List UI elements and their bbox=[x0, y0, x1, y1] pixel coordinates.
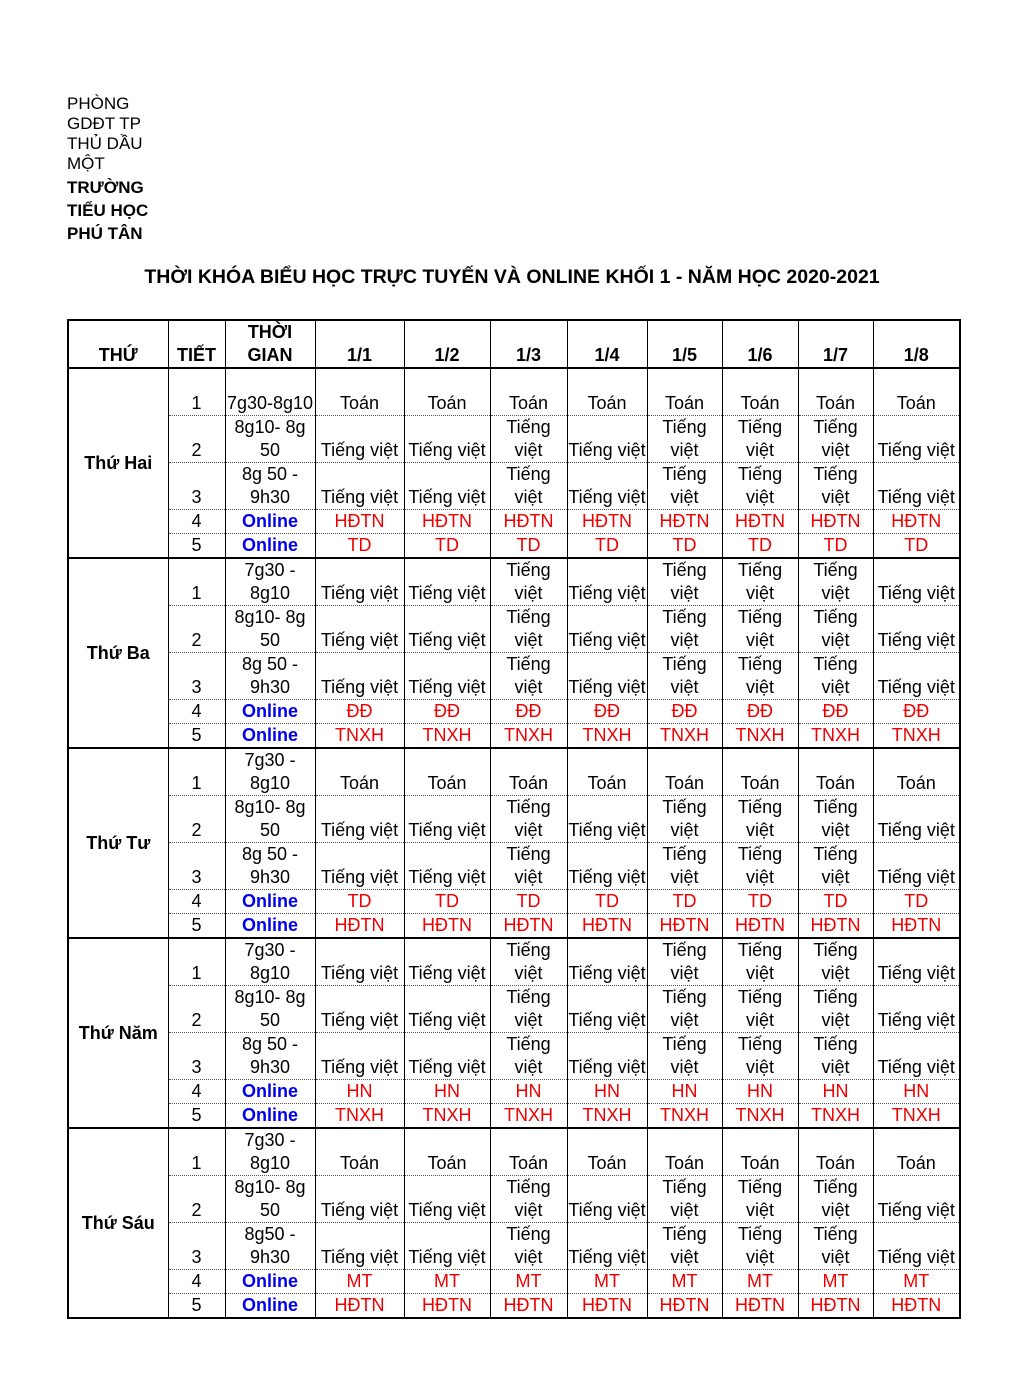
subject-cell: ĐĐ bbox=[647, 700, 722, 724]
subject-cell: Tiếng việt bbox=[647, 1176, 722, 1223]
subject-cell: Tiếng việt bbox=[404, 653, 490, 700]
period-number: 3 bbox=[168, 1223, 225, 1270]
subject-cell: Tiếng việt bbox=[873, 796, 960, 843]
subject-cell: Tiếng việt bbox=[490, 843, 567, 890]
subject-cell: Tiếng việt bbox=[873, 1223, 960, 1270]
subject-cell: Tiếng việt bbox=[873, 986, 960, 1033]
header-time: THỜI GIAN bbox=[225, 320, 315, 368]
subject-cell: TD bbox=[490, 890, 567, 914]
school-name: TRƯỜNG TIỂU HỌC PHÚ TÂN bbox=[67, 178, 149, 243]
timetable bbox=[67, 319, 961, 1319]
subject-cell: Tiếng việt bbox=[567, 796, 647, 843]
time-slot: 8g 50 - 9h30 bbox=[225, 653, 315, 700]
table-row bbox=[68, 416, 960, 463]
subject-cell: Tiếng việt bbox=[404, 1033, 490, 1080]
subject-cell: Tiếng việt bbox=[798, 843, 873, 890]
subject-cell: HN bbox=[567, 1080, 647, 1104]
subject-cell: ĐĐ bbox=[490, 700, 567, 724]
subject-cell: TNXH bbox=[490, 724, 567, 749]
time-slot: 7g30 - 8g10 bbox=[225, 1128, 315, 1176]
subject-cell: Tiếng việt bbox=[567, 606, 647, 653]
subject-cell: Toán bbox=[873, 748, 960, 796]
subject-cell: Tiếng việt bbox=[873, 938, 960, 986]
subject-cell: Toán bbox=[315, 368, 404, 416]
subject-cell: Tiếng việt bbox=[798, 463, 873, 510]
timetable-header bbox=[68, 320, 960, 368]
subject-cell: HĐTN bbox=[722, 914, 798, 939]
table-row bbox=[68, 1294, 960, 1319]
subject-cell: Tiếng việt bbox=[315, 606, 404, 653]
subject-cell: Toán bbox=[567, 368, 647, 416]
subject-cell: Tiếng việt bbox=[315, 463, 404, 510]
subject-cell: TNXH bbox=[722, 1104, 798, 1129]
subject-cell: Toán bbox=[722, 748, 798, 796]
online-label: Online bbox=[225, 1080, 315, 1104]
subject-cell: TD bbox=[647, 890, 722, 914]
subject-cell: Tiếng việt bbox=[647, 1223, 722, 1270]
subject-cell: Toán bbox=[873, 368, 960, 416]
subject-cell: HĐTN bbox=[404, 914, 490, 939]
subject-cell: MT bbox=[315, 1270, 404, 1294]
header-class: 1/1 bbox=[315, 320, 404, 368]
subject-cell: HĐTN bbox=[567, 510, 647, 534]
subject-cell: Tiếng việt bbox=[873, 416, 960, 463]
subject-cell: TD bbox=[404, 534, 490, 559]
subject-cell: HĐTN bbox=[873, 914, 960, 939]
subject-cell: Tiếng việt bbox=[798, 986, 873, 1033]
subject-cell: Tiếng việt bbox=[490, 463, 567, 510]
subject-cell: Tiếng việt bbox=[490, 938, 567, 986]
subject-cell: TNXH bbox=[567, 1104, 647, 1129]
subject-cell: ĐĐ bbox=[798, 700, 873, 724]
subject-cell: Tiếng việt bbox=[315, 986, 404, 1033]
period-number: 5 bbox=[168, 1294, 225, 1319]
subject-cell: Tiếng việt bbox=[315, 938, 404, 986]
subject-cell: Tiếng việt bbox=[647, 796, 722, 843]
online-label: Online bbox=[225, 914, 315, 939]
subject-cell: HĐTN bbox=[490, 1294, 567, 1319]
subject-cell: Tiếng việt bbox=[798, 1176, 873, 1223]
subject-cell: Tiếng việt bbox=[567, 1033, 647, 1080]
table-row bbox=[68, 558, 960, 606]
subject-cell: MT bbox=[873, 1270, 960, 1294]
subject-cell: Tiếng việt bbox=[490, 653, 567, 700]
subject-cell: Tiếng việt bbox=[404, 843, 490, 890]
subject-cell: HN bbox=[798, 1080, 873, 1104]
subject-cell: TNXH bbox=[315, 1104, 404, 1129]
subject-cell: Tiếng việt bbox=[490, 558, 567, 606]
subject-cell: Tiếng việt bbox=[722, 986, 798, 1033]
subject-cell: Tiếng việt bbox=[647, 558, 722, 606]
subject-cell: MT bbox=[567, 1270, 647, 1294]
header-period: TIẾT bbox=[168, 320, 225, 368]
subject-cell: Tiếng việt bbox=[647, 416, 722, 463]
subject-cell: TNXH bbox=[722, 724, 798, 749]
subject-cell: HĐTN bbox=[490, 510, 567, 534]
subject-cell: Toán bbox=[315, 1128, 404, 1176]
period-number: 1 bbox=[168, 1128, 225, 1176]
period-number: 2 bbox=[168, 416, 225, 463]
table-row bbox=[68, 890, 960, 914]
time-slot: 8g 50 - 9h30 bbox=[225, 1033, 315, 1080]
period-number: 2 bbox=[168, 606, 225, 653]
subject-cell: Toán bbox=[490, 368, 567, 416]
day-name: Thứ Tư bbox=[68, 748, 168, 938]
subject-cell: Toán bbox=[567, 1128, 647, 1176]
time-slot: 8g10- 8g 50 bbox=[225, 1176, 315, 1223]
period-number: 5 bbox=[168, 534, 225, 559]
subject-cell: TD bbox=[567, 534, 647, 559]
subject-cell: Tiếng việt bbox=[490, 1176, 567, 1223]
table-row bbox=[68, 724, 960, 749]
subject-cell: Toán bbox=[798, 368, 873, 416]
subject-cell: Tiếng việt bbox=[873, 1033, 960, 1080]
subject-cell: Tiếng việt bbox=[798, 1223, 873, 1270]
subject-cell: TD bbox=[798, 534, 873, 559]
subject-cell: HĐTN bbox=[567, 1294, 647, 1319]
time-slot: 8g10- 8g 50 bbox=[225, 796, 315, 843]
subject-cell: Tiếng việt bbox=[798, 558, 873, 606]
page-title: THỜI KHÓA BIỂU HỌC TRỰC TUYẾN VÀ ONLINE KHỐI 1 - NĂM HỌC 2020-2021 bbox=[144, 266, 880, 288]
subject-cell: Tiếng việt bbox=[404, 986, 490, 1033]
subject-cell: TD bbox=[647, 534, 722, 559]
subject-cell: Tiếng việt bbox=[567, 463, 647, 510]
subject-cell: Toán bbox=[567, 748, 647, 796]
subject-cell: HĐTN bbox=[315, 914, 404, 939]
table-row bbox=[68, 1176, 960, 1223]
subject-cell: Tiếng việt bbox=[798, 653, 873, 700]
period-number: 2 bbox=[168, 796, 225, 843]
subject-cell: Tiếng việt bbox=[722, 606, 798, 653]
subject-cell: MT bbox=[647, 1270, 722, 1294]
subject-cell: TNXH bbox=[873, 1104, 960, 1129]
time-slot: 7g30 - 8g10 bbox=[225, 558, 315, 606]
subject-cell: Tiếng việt bbox=[315, 1223, 404, 1270]
period-number: 1 bbox=[168, 748, 225, 796]
table-row bbox=[68, 796, 960, 843]
subject-cell: Tiếng việt bbox=[722, 1223, 798, 1270]
table-row bbox=[68, 1104, 960, 1129]
subject-cell: TNXH bbox=[647, 1104, 722, 1129]
subject-cell: Tiếng việt bbox=[567, 938, 647, 986]
subject-cell: TNXH bbox=[798, 1104, 873, 1129]
subject-cell: Tiếng việt bbox=[722, 938, 798, 986]
header-class: 1/2 bbox=[404, 320, 490, 368]
period-number: 4 bbox=[168, 890, 225, 914]
subject-cell: Tiếng việt bbox=[404, 463, 490, 510]
online-label: Online bbox=[225, 890, 315, 914]
subject-cell: ĐĐ bbox=[873, 700, 960, 724]
subject-cell: Tiếng việt bbox=[315, 1176, 404, 1223]
subject-cell: Tiếng việt bbox=[567, 1223, 647, 1270]
subject-cell: Tiếng việt bbox=[567, 986, 647, 1033]
subject-cell: Tiếng việt bbox=[798, 606, 873, 653]
subject-cell: Tiếng việt bbox=[315, 1033, 404, 1080]
table-row bbox=[68, 606, 960, 653]
subject-cell: Tiếng việt bbox=[722, 1033, 798, 1080]
subject-cell: Tiếng việt bbox=[567, 843, 647, 890]
subject-cell: Tiếng việt bbox=[315, 416, 404, 463]
subject-cell: Toán bbox=[315, 748, 404, 796]
subject-cell: TD bbox=[404, 890, 490, 914]
subject-cell: MT bbox=[722, 1270, 798, 1294]
time-slot: 8g10- 8g 50 bbox=[225, 416, 315, 463]
subject-cell: Tiếng việt bbox=[873, 653, 960, 700]
table-row bbox=[68, 843, 960, 890]
subject-cell: Toán bbox=[647, 368, 722, 416]
subject-cell: TD bbox=[722, 534, 798, 559]
subject-cell: TD bbox=[315, 890, 404, 914]
header-class: 1/8 bbox=[873, 320, 960, 368]
period-number: 1 bbox=[168, 558, 225, 606]
subject-cell: TNXH bbox=[567, 724, 647, 749]
subject-cell: HN bbox=[404, 1080, 490, 1104]
header-block bbox=[67, 94, 167, 245]
subject-cell: HĐTN bbox=[873, 1294, 960, 1319]
subject-cell: HĐTN bbox=[873, 510, 960, 534]
timetable-body bbox=[68, 368, 960, 1318]
subject-cell: Tiếng việt bbox=[315, 843, 404, 890]
subject-cell: Tiếng việt bbox=[490, 606, 567, 653]
subject-cell: MT bbox=[404, 1270, 490, 1294]
day-name: Thứ Ba bbox=[68, 558, 168, 748]
subject-cell: Toán bbox=[490, 1128, 567, 1176]
subject-cell: Toán bbox=[798, 748, 873, 796]
subject-cell: Tiếng việt bbox=[873, 463, 960, 510]
subject-cell: HĐTN bbox=[722, 1294, 798, 1319]
subject-cell: Tiếng việt bbox=[647, 463, 722, 510]
subject-cell: Toán bbox=[722, 368, 798, 416]
period-number: 5 bbox=[168, 914, 225, 939]
subject-cell: HĐTN bbox=[647, 510, 722, 534]
subject-cell: HĐTN bbox=[315, 1294, 404, 1319]
table-row bbox=[68, 938, 960, 986]
table-row bbox=[68, 1223, 960, 1270]
subject-cell: HN bbox=[315, 1080, 404, 1104]
subject-cell: Tiếng việt bbox=[647, 653, 722, 700]
subject-cell: Tiếng việt bbox=[404, 1176, 490, 1223]
period-number: 3 bbox=[168, 843, 225, 890]
subject-cell: HĐTN bbox=[798, 510, 873, 534]
header-class: 1/4 bbox=[567, 320, 647, 368]
subject-cell: ĐĐ bbox=[567, 700, 647, 724]
subject-cell: Tiếng việt bbox=[873, 558, 960, 606]
subject-cell: TNXH bbox=[490, 1104, 567, 1129]
subject-cell: Tiếng việt bbox=[404, 558, 490, 606]
subject-cell: Tiếng việt bbox=[798, 796, 873, 843]
subject-cell: Toán bbox=[873, 1128, 960, 1176]
subject-cell: TD bbox=[873, 534, 960, 559]
subject-cell: Tiếng việt bbox=[647, 1033, 722, 1080]
subject-cell: Tiếng việt bbox=[873, 1176, 960, 1223]
subject-cell: TD bbox=[567, 890, 647, 914]
day-name: Thứ Sáu bbox=[68, 1128, 168, 1318]
online-label: Online bbox=[225, 1270, 315, 1294]
online-label: Online bbox=[225, 724, 315, 749]
subject-cell: HĐTN bbox=[722, 510, 798, 534]
time-slot: 8g10- 8g 50 bbox=[225, 986, 315, 1033]
subject-cell: Tiếng việt bbox=[490, 986, 567, 1033]
subject-cell: Tiếng việt bbox=[315, 653, 404, 700]
subject-cell: Tiếng việt bbox=[722, 558, 798, 606]
subject-cell: HĐTN bbox=[404, 510, 490, 534]
header-day: THỨ bbox=[68, 320, 168, 368]
table-row bbox=[68, 748, 960, 796]
subject-cell: TD bbox=[722, 890, 798, 914]
subject-cell: HN bbox=[490, 1080, 567, 1104]
subject-cell: ĐĐ bbox=[315, 700, 404, 724]
table-row bbox=[68, 653, 960, 700]
subject-cell: ĐĐ bbox=[722, 700, 798, 724]
header-class: 1/5 bbox=[647, 320, 722, 368]
online-label: Online bbox=[225, 510, 315, 534]
subject-cell: Tiếng việt bbox=[647, 843, 722, 890]
subject-cell: Tiếng việt bbox=[404, 796, 490, 843]
subject-cell: TD bbox=[873, 890, 960, 914]
subject-cell: Tiếng việt bbox=[798, 1033, 873, 1080]
period-number: 4 bbox=[168, 1080, 225, 1104]
subject-cell: TNXH bbox=[798, 724, 873, 749]
online-label: Online bbox=[225, 1294, 315, 1319]
subject-cell: HN bbox=[647, 1080, 722, 1104]
subject-cell: Tiếng việt bbox=[490, 1223, 567, 1270]
department-name: PHÒNG GDĐT TP THỦ DẦU MỘT bbox=[67, 94, 143, 173]
subject-cell: Tiếng việt bbox=[873, 843, 960, 890]
online-label: Online bbox=[225, 700, 315, 724]
period-number: 4 bbox=[168, 700, 225, 724]
period-number: 3 bbox=[168, 463, 225, 510]
table-row bbox=[68, 1128, 960, 1176]
time-slot: 7g30-8g10 bbox=[225, 368, 315, 416]
period-number: 1 bbox=[168, 938, 225, 986]
subject-cell: Tiếng việt bbox=[404, 606, 490, 653]
table-row bbox=[68, 463, 960, 510]
subject-cell: Tiếng việt bbox=[722, 1176, 798, 1223]
table-row bbox=[68, 1033, 960, 1080]
subject-cell: Tiếng việt bbox=[722, 416, 798, 463]
subject-cell: HN bbox=[722, 1080, 798, 1104]
subject-cell: ĐĐ bbox=[404, 700, 490, 724]
subject-cell: Tiếng việt bbox=[404, 1223, 490, 1270]
period-number: 2 bbox=[168, 986, 225, 1033]
subject-cell: Tiếng việt bbox=[873, 606, 960, 653]
subject-cell: HĐTN bbox=[798, 914, 873, 939]
table-row bbox=[68, 510, 960, 534]
period-number: 1 bbox=[168, 368, 225, 416]
period-number: 4 bbox=[168, 1270, 225, 1294]
subject-cell: Tiếng việt bbox=[722, 463, 798, 510]
online-label: Online bbox=[225, 1104, 315, 1129]
period-number: 4 bbox=[168, 510, 225, 534]
subject-cell: HĐTN bbox=[798, 1294, 873, 1319]
time-slot: 8g50 - 9h30 bbox=[225, 1223, 315, 1270]
table-row bbox=[68, 368, 960, 416]
subject-cell: Tiếng việt bbox=[567, 416, 647, 463]
period-number: 5 bbox=[168, 1104, 225, 1129]
subject-cell: Toán bbox=[647, 748, 722, 796]
subject-cell: Toán bbox=[404, 748, 490, 796]
table-row bbox=[68, 700, 960, 724]
subject-cell: HĐTN bbox=[404, 1294, 490, 1319]
period-number: 5 bbox=[168, 724, 225, 749]
subject-cell: Tiếng việt bbox=[404, 938, 490, 986]
time-slot: 7g30 - 8g10 bbox=[225, 938, 315, 986]
subject-cell: TD bbox=[490, 534, 567, 559]
subject-cell: Tiếng việt bbox=[647, 606, 722, 653]
header-class: 1/3 bbox=[490, 320, 567, 368]
time-slot: 8g 50 - 9h30 bbox=[225, 843, 315, 890]
header-class: 1/7 bbox=[798, 320, 873, 368]
subject-cell: MT bbox=[490, 1270, 567, 1294]
subject-cell: TD bbox=[798, 890, 873, 914]
subject-cell: Tiếng việt bbox=[404, 416, 490, 463]
subject-cell: Tiếng việt bbox=[722, 653, 798, 700]
subject-cell: Toán bbox=[647, 1128, 722, 1176]
table-row bbox=[68, 534, 960, 559]
table-row bbox=[68, 986, 960, 1033]
online-label: Online bbox=[225, 534, 315, 559]
subject-cell: Tiếng việt bbox=[490, 416, 567, 463]
subject-cell: Tiếng việt bbox=[647, 938, 722, 986]
subject-cell: Tiếng việt bbox=[722, 843, 798, 890]
subject-cell: HĐTN bbox=[315, 510, 404, 534]
subject-cell: TNXH bbox=[404, 724, 490, 749]
subject-cell: Tiếng việt bbox=[490, 796, 567, 843]
header-class: 1/6 bbox=[722, 320, 798, 368]
subject-cell: Tiếng việt bbox=[490, 1033, 567, 1080]
subject-cell: Tiếng việt bbox=[567, 653, 647, 700]
period-number: 3 bbox=[168, 653, 225, 700]
subject-cell: TD bbox=[315, 534, 404, 559]
subject-cell: HĐTN bbox=[490, 914, 567, 939]
table-row bbox=[68, 914, 960, 939]
subject-cell: Toán bbox=[798, 1128, 873, 1176]
subject-cell: HĐTN bbox=[647, 914, 722, 939]
time-slot: 8g 50 - 9h30 bbox=[225, 463, 315, 510]
day-name: Thứ Hai bbox=[68, 368, 168, 558]
day-name: Thứ Năm bbox=[68, 938, 168, 1128]
subject-cell: TNXH bbox=[873, 724, 960, 749]
subject-cell: Tiếng việt bbox=[315, 558, 404, 606]
subject-cell: Toán bbox=[722, 1128, 798, 1176]
subject-cell: TNXH bbox=[647, 724, 722, 749]
subject-cell: Tiếng việt bbox=[798, 938, 873, 986]
table-row bbox=[68, 1080, 960, 1104]
subject-cell: HĐTN bbox=[647, 1294, 722, 1319]
subject-cell: Tiếng việt bbox=[567, 558, 647, 606]
subject-cell: Toán bbox=[404, 1128, 490, 1176]
subject-cell: Tiếng việt bbox=[647, 986, 722, 1033]
period-number: 2 bbox=[168, 1176, 225, 1223]
subject-cell: Tiếng việt bbox=[798, 416, 873, 463]
subject-cell: Toán bbox=[490, 748, 567, 796]
time-slot: 7g30 - 8g10 bbox=[225, 748, 315, 796]
subject-cell: Toán bbox=[404, 368, 490, 416]
subject-cell: MT bbox=[798, 1270, 873, 1294]
table-row bbox=[68, 1270, 960, 1294]
subject-cell: HĐTN bbox=[567, 914, 647, 939]
subject-cell: TNXH bbox=[315, 724, 404, 749]
time-slot: 8g10- 8g 50 bbox=[225, 606, 315, 653]
period-number: 3 bbox=[168, 1033, 225, 1080]
subject-cell: Tiếng việt bbox=[722, 796, 798, 843]
subject-cell: Tiếng việt bbox=[567, 1176, 647, 1223]
subject-cell: HN bbox=[873, 1080, 960, 1104]
subject-cell: Tiếng việt bbox=[315, 796, 404, 843]
subject-cell: TNXH bbox=[404, 1104, 490, 1129]
